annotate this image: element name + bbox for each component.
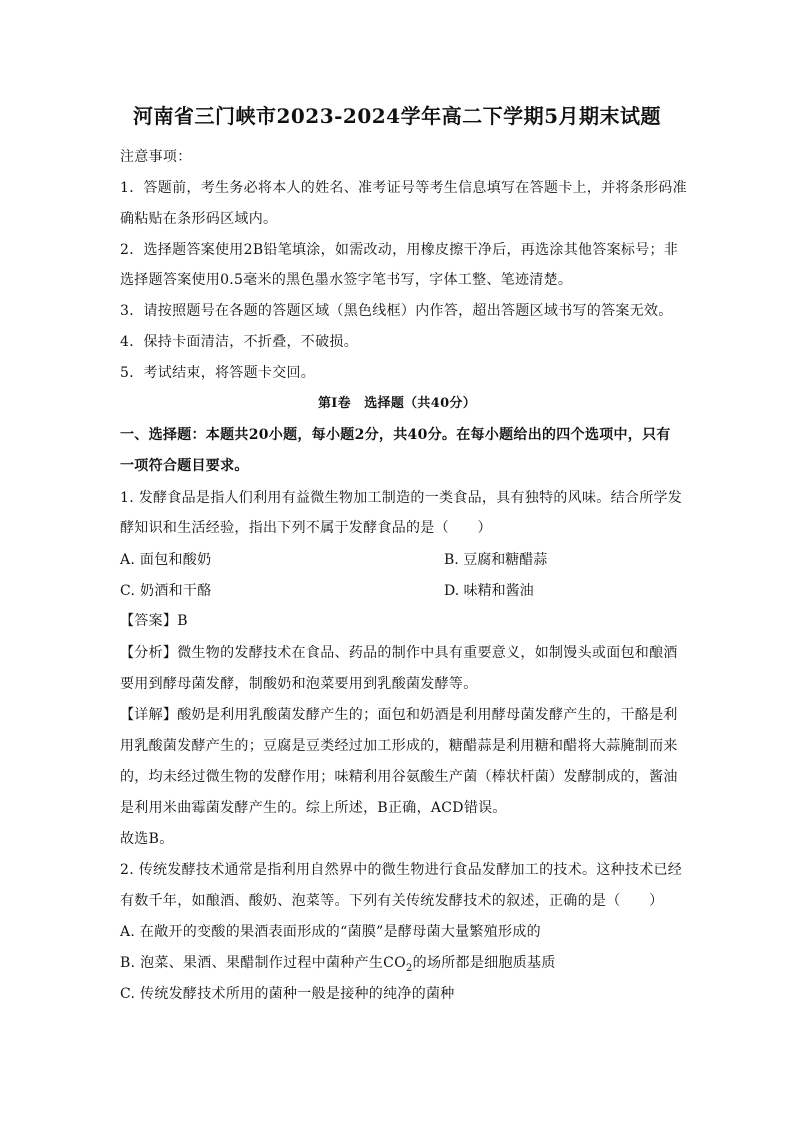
notice-item-4: 4．保持卡面清洁，不折叠，不破损。: [120, 334, 359, 350]
q1-option-b: B. 豆腐和糖醋蒜: [444, 552, 548, 568]
part-heading-line2: 一项符合题目要求。: [120, 458, 249, 474]
q2-option-a: A. 在敞开的变酸的果酒表面形成的“菌膜”是酵母菌大量繁殖形成的: [120, 924, 541, 940]
q2-option-c: C. 传统发酵技术所用的菌种一般是接种的纯净的菌种: [120, 986, 455, 1002]
q2-option-b-subscript: 2: [405, 962, 413, 974]
notice-item-1b: 确粘贴在条形码区域内。: [120, 211, 278, 227]
q1-analysis-line1: 【分析】微生物的发酵技术在食品、药品的制作中具有重要意义，如制馒头或面包和酿酒: [120, 645, 678, 661]
section-title: 第Ⅰ卷 选择题（共40分）: [317, 396, 477, 411]
page-title: 河南省三门峡市2023-2024学年高二下学期5月期末试题: [132, 104, 662, 128]
q2-option-b-text: B. 泡菜、果酒、果醋制作过程中菌种产生CO: [120, 955, 406, 971]
q1-detail-line3: 的，均未经过微生物的发酵作用；味精利用谷氨酸生产菌（棒状杆菌）发酵制成的，酱油: [120, 769, 678, 785]
q2-option-b-text-end: 的场所都是细胞质基质: [412, 955, 556, 971]
q1-detail-line4: 是利用米曲霉菌发酵产生的。综上所述，B正确，ACD错误。: [120, 800, 507, 816]
q1-stem-line2: 酵知识和生活经验，指出下列不属于发酵食品的是（ ）: [120, 520, 492, 536]
notice-item-2b: 选择题答案使用0.5毫米的黑色墨水签字笔书写，字体工整、笔迹清楚。: [120, 272, 573, 288]
q2-stem-line1: 2. 传统发酵技术通常是指利用自然界中的微生物进行食品发酵加工的技术。这种技术已经: [120, 862, 683, 878]
notice-item-5: 5．考试结束，将答题卡交回。: [120, 365, 316, 381]
q1-detail-line1: 【详解】酸奶是利用乳酸菌发酵产生的；面包和奶酒是利用酵母菌发酵产生的，干酪是利: [120, 707, 678, 723]
notice-item-1a: 1．答题前，考生务必将本人的姓名、准考证号等考生信息填写在答题卡上，并将条形码准: [120, 180, 687, 196]
notice-item-2a: 2．选择题答案使用2B铅笔填涂，如需改动，用橡皮擦干净后，再选涂其他答案标号；非: [120, 242, 679, 258]
notice-item-3: 3．请按照题号在各题的答题区域（黑色线框）内作答，超出答题区域书写的答案无效。: [120, 303, 673, 319]
q1-option-c: C. 奶酒和干酪: [120, 583, 212, 599]
q1-option-d: D. 味精和酱油: [444, 583, 534, 599]
part-heading-line1: 一、选择题：本题共20小题，每小题2分，共40分。在每小题给出的四个选项中，只有: [120, 427, 671, 443]
q1-stem-line1: 1. 发酵食品是指人们利用有益微生物加工制造的一类食品，具有独特的风味。结合所学发: [120, 490, 683, 506]
notice-header: 注意事项：: [120, 149, 192, 165]
q1-detail-line2: 用乳酸菌发酵产生的；豆腐是豆类经过加工形成的，糖醋蒜是利用糖和醋将大蒜腌制而来: [120, 738, 678, 754]
q1-conclusion: 故选B。: [120, 831, 174, 847]
q1-option-a: A. 面包和酸奶: [120, 552, 212, 568]
q2-stem-line2: 有数千年，如酿酒、酸奶、泡菜等。下列有关传统发酵技术的叙述，正确的是（ ）: [120, 893, 664, 909]
q1-answer: 【答案】B: [120, 613, 188, 629]
q2-option-b: [120, 953, 680, 973]
q1-analysis-line2: 要用到酵母菌发酵，制酸奶和泡菜要用到乳酸菌发酵等。: [120, 676, 478, 692]
